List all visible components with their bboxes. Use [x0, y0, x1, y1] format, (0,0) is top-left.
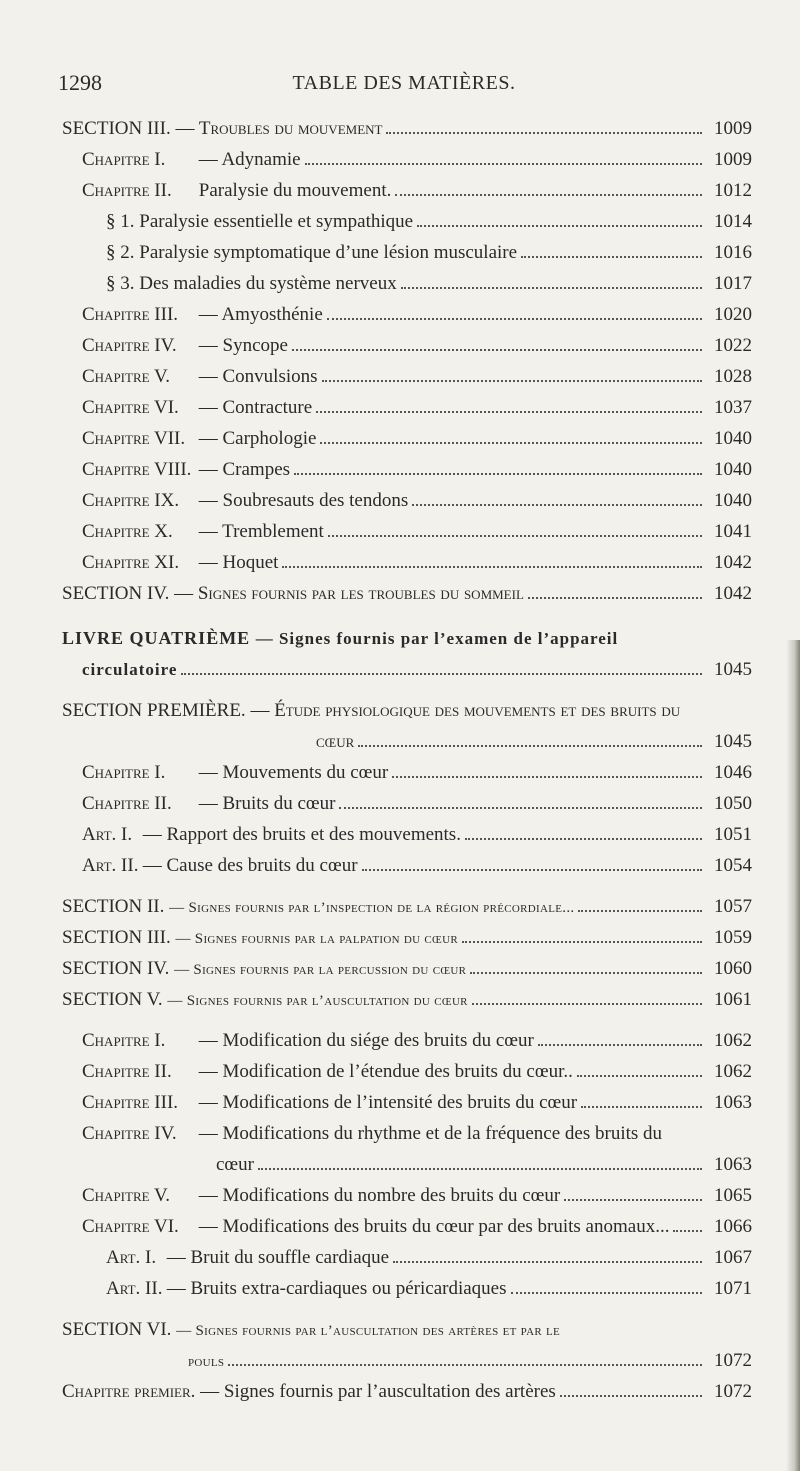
toc-entry-continuation	[62, 726, 752, 757]
entry-title: — Mouvements du cœur	[198, 762, 389, 783]
entry-title: — Convulsions	[198, 366, 318, 387]
entry-label: Chapitre VII.	[82, 428, 186, 449]
entry-title: — Modifications du nombre des bruits du cœur	[198, 1185, 561, 1206]
entry-page: 1040	[714, 490, 752, 511]
entry-page: 1009	[714, 118, 752, 139]
toc-entry	[62, 268, 752, 299]
entry-label: SECTION III.	[62, 927, 171, 948]
entry-title: — Soubresauts des tendons	[198, 490, 409, 511]
entry-page: 1059	[714, 927, 752, 948]
entry-title: — Hoquet	[198, 552, 279, 573]
toc-entry	[62, 1180, 752, 1211]
entry-label: Chapitre III.	[82, 1092, 179, 1113]
toc-entry	[62, 757, 752, 788]
entry-page: 1020	[714, 304, 752, 325]
entry-page: 1012	[714, 180, 752, 201]
entry-label: SECTION II.	[62, 896, 165, 917]
page-header	[58, 70, 750, 100]
entry-label: Art. II.	[106, 1278, 163, 1299]
toc-entry	[62, 1242, 752, 1273]
entry-page: 1042	[714, 583, 752, 604]
entry-label: Chapitre I.	[82, 1030, 166, 1051]
entry-title: Des maladies du système nerveux	[139, 273, 397, 294]
page-edge-shadow	[786, 640, 800, 1471]
entry-label: Chapitre premier.	[62, 1381, 196, 1402]
entry-page: 1040	[714, 459, 752, 480]
entry-label: SECTION IV.	[62, 958, 170, 979]
toc-entry	[62, 819, 752, 850]
entry-title: — Signes fournis par la percussion du cœur	[174, 962, 467, 978]
entry-title: — Modifications de l’intensité des bruits du cœur	[198, 1092, 578, 1113]
entry-title: — Adynamie	[198, 149, 301, 170]
toc-entry-continuation	[62, 1345, 752, 1376]
entry-label: LIVRE QUATRIÈME	[62, 628, 251, 648]
toc-entry	[62, 788, 752, 819]
entry-label: Chapitre X.	[82, 521, 173, 542]
entry-title: — Signes fournis par l’inspection de la région précordiale...	[169, 900, 575, 916]
entry-page: 1028	[714, 366, 752, 387]
entry-label: Chapitre XI.	[82, 552, 180, 573]
toc-entry	[62, 299, 752, 330]
entry-page: 1072	[714, 1350, 752, 1371]
entry-page: 1054	[714, 855, 752, 876]
entry-label: Chapitre II.	[82, 180, 172, 201]
toc-entry	[62, 1056, 752, 1087]
entry-page: 1065	[714, 1185, 752, 1206]
entry-page: 1037	[714, 397, 752, 418]
toc-entry	[62, 578, 752, 609]
entry-title-continued: pouls	[188, 1354, 225, 1370]
toc-entry	[62, 516, 752, 547]
entry-page: 1022	[714, 335, 752, 356]
toc-entry	[62, 361, 752, 392]
toc-entry-continuation	[62, 1149, 752, 1180]
toc-entry	[62, 1273, 752, 1304]
entry-page: 1017	[714, 273, 752, 294]
entry-label: Chapitre I.	[82, 762, 166, 783]
entry-page: 1041	[714, 521, 752, 542]
entry-label: Chapitre I.	[82, 149, 166, 170]
entry-page: 1045	[714, 731, 752, 752]
entry-label: Chapitre IX.	[82, 490, 180, 511]
entry-title: — Bruits extra-cardiaques ou péricardiaques	[166, 1278, 507, 1299]
toc-entry	[62, 113, 752, 144]
entry-label: Chapitre V.	[82, 1185, 170, 1206]
entry-label: Art. II.	[82, 855, 139, 876]
toc-entry	[62, 1118, 752, 1149]
entry-label: SECTION III.	[62, 118, 171, 139]
entry-title: — Signes fournis par l’auscultation des artères	[200, 1381, 556, 1402]
toc-entry	[62, 392, 752, 423]
toc-entry	[62, 206, 752, 237]
page-number: 1298	[58, 70, 102, 95]
entry-title: — Modification de l’étendue des bruits du cœur..	[198, 1061, 573, 1082]
entry-title: — Rapport des bruits et des mouvements.	[142, 824, 461, 845]
toc-entry	[62, 922, 752, 953]
entry-label: SECTION V.	[62, 989, 163, 1010]
entry-page: 1051	[714, 824, 752, 845]
toc-entry	[62, 1376, 752, 1407]
entry-label: § 1.	[106, 211, 135, 232]
toc-entry	[62, 454, 752, 485]
entry-page: 1061	[714, 989, 752, 1010]
toc-entry	[62, 953, 752, 984]
entry-label: Chapitre IV.	[82, 335, 177, 356]
entry-title: — Signes fournis par l’auscultation des artères et par le	[176, 1323, 561, 1339]
entry-title: — Troubles du mouvement	[175, 118, 383, 139]
toc-entry	[62, 850, 752, 881]
table-of-contents	[62, 113, 752, 1407]
entry-title: — Amyosthénie	[198, 304, 323, 325]
entry-title: — Carphologie	[198, 428, 317, 449]
entry-label: Art. I.	[106, 1247, 157, 1268]
entry-page: 1066	[714, 1216, 752, 1237]
entry-label: § 2.	[106, 242, 135, 263]
entry-label: Chapitre II.	[82, 793, 172, 814]
entry-label: SECTION IV.	[62, 583, 170, 604]
entry-title: — Syncope	[198, 335, 288, 356]
toc-entry-continuation	[62, 654, 752, 685]
entry-title: — Signes fournis par la palpation du cœur	[175, 931, 459, 947]
entry-page: 1040	[714, 428, 752, 449]
entry-page: 1071	[714, 1278, 752, 1299]
entry-page: 1063	[714, 1092, 752, 1113]
toc-entry	[62, 330, 752, 361]
toc-entry	[62, 1087, 752, 1118]
entry-title: Paralysie essentielle et sympathique	[139, 211, 414, 232]
toc-entry-livre	[62, 623, 752, 654]
entry-page: 1046	[714, 762, 752, 783]
entry-label: Chapitre II.	[82, 1061, 172, 1082]
entry-title: — Bruit du souffle cardiaque	[166, 1247, 390, 1268]
entry-page: 1042	[714, 552, 752, 573]
entry-title-continued: circulatoire	[82, 660, 178, 679]
entry-label: SECTION VI.	[62, 1319, 172, 1340]
running-title: TABLE DES MATIÈRES.	[292, 72, 516, 94]
toc-entry	[62, 891, 752, 922]
entry-title: — Modifications du rhythme et de la fréquence des bruits du	[198, 1123, 663, 1144]
toc-entry	[62, 1025, 752, 1056]
toc-entry	[62, 547, 752, 578]
toc-entry	[62, 1211, 752, 1242]
entry-title: — Signes fournis par l’examen de l’appareil	[255, 629, 619, 648]
entry-title-continued: cœur	[216, 1154, 254, 1175]
entry-page: 1009	[714, 149, 752, 170]
toc-entry	[62, 695, 752, 726]
entry-title: Paralysie symptomatique d’une lésion musculaire	[139, 242, 518, 263]
entry-page: 1014	[714, 211, 752, 232]
entry-label: SECTION PREMIÈRE.	[62, 700, 246, 721]
toc-entry	[62, 485, 752, 516]
entry-label: Chapitre VI.	[82, 1216, 179, 1237]
entry-page: 1062	[714, 1030, 752, 1051]
toc-entry	[62, 144, 752, 175]
entry-title: — Signes fournis par les troubles du sommeil	[174, 583, 524, 604]
toc-entry	[62, 237, 752, 268]
entry-page: 1060	[714, 958, 752, 979]
entry-title: — Signes fournis par l’auscultation du cœur	[167, 993, 468, 1009]
entry-page: 1067	[714, 1247, 752, 1268]
entry-label: Chapitre III.	[82, 304, 179, 325]
entry-label: § 3.	[106, 273, 135, 294]
entry-title: — Tremblement	[198, 521, 324, 542]
entry-page: 1072	[714, 1381, 752, 1402]
entry-title: — Modifications des bruits du cœur par des bruits anomaux...	[198, 1216, 670, 1237]
entry-title: — Crampes	[198, 459, 291, 480]
entry-page: 1045	[714, 659, 752, 680]
toc-entry	[62, 984, 752, 1015]
toc-entry	[62, 423, 752, 454]
toc-entry	[62, 1314, 752, 1345]
entry-title: — Modification du siége des bruits du cœur	[198, 1030, 534, 1051]
entry-page: 1057	[714, 896, 752, 917]
entry-title: — Contracture	[198, 397, 313, 418]
entry-page: 1016	[714, 242, 752, 263]
entry-title: — Étude physiologique des mouvements et des bruits du	[250, 700, 681, 721]
entry-label: Chapitre VI.	[82, 397, 179, 418]
entry-label: Chapitre VIII.	[82, 459, 192, 480]
entry-label: Art. I.	[82, 824, 133, 845]
entry-page: 1050	[714, 793, 752, 814]
entry-title: Paralysie du mouvement.	[198, 180, 392, 201]
entry-page: 1062	[714, 1061, 752, 1082]
entry-title: — Bruits du cœur	[198, 793, 336, 814]
entry-title: — Cause des bruits du cœur	[142, 855, 358, 876]
entry-label: Chapitre V.	[82, 366, 170, 387]
entry-page: 1063	[714, 1154, 752, 1175]
entry-label: Chapitre IV.	[82, 1123, 177, 1144]
entry-title-continued: cœur	[316, 731, 355, 752]
toc-entry	[62, 175, 752, 206]
